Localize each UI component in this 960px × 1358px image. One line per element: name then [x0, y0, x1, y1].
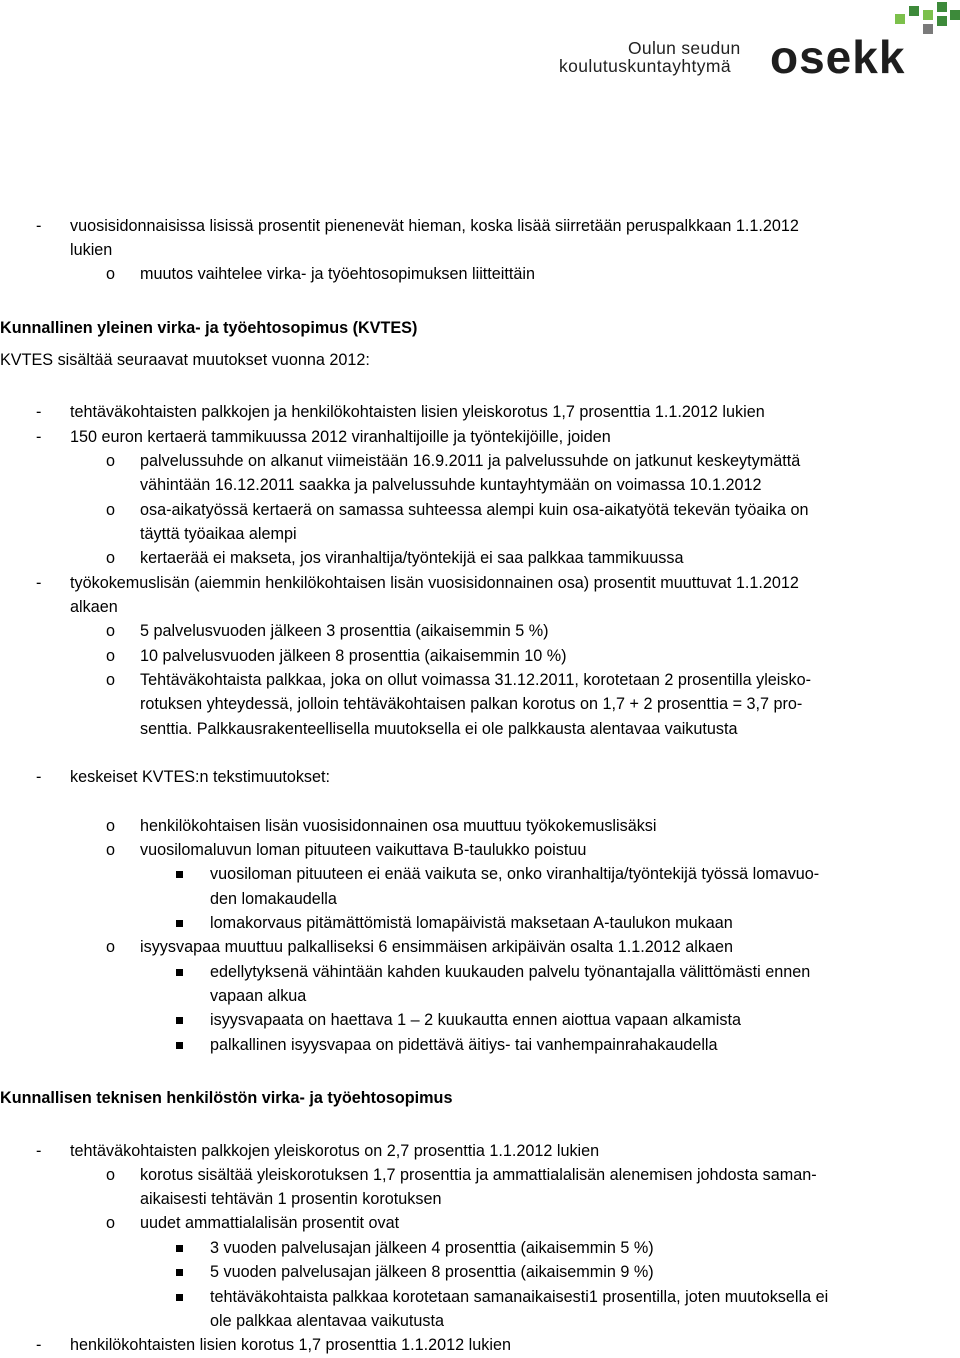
dash-marker: -	[36, 403, 42, 421]
section-heading: Kunnallisen teknisen henkilöstön virka- ja työehtosopimus	[0, 1089, 453, 1107]
text-line: isyysvapaata on haettava 1 – 2 kuukautta ennen aiottua vapaan alkamista	[210, 1011, 741, 1029]
text-line: palvelussuhde on alkanut viimeistään 16.9.2011 ja palvelussuhde on jatkunut keskeytymättä	[140, 452, 801, 470]
text-line: henkilökohtaisten lisien korotus 1,7 prosenttia 1.1.2012 lukien	[70, 1336, 511, 1354]
text-line: vuosilomaluvun loman pituuteen vaikuttava B-taulukko poistuu	[140, 841, 587, 859]
text-line: senttia. Palkkausrakenteellisella muutoksella ei ole palkkausta alentavaa vaikutusta	[140, 720, 738, 738]
logo-square	[923, 10, 933, 20]
text-line: rotuksen yhteydessä, jolloin tehtäväkohtaisen palkan korotus on 1,7 + 2 prosenttia = 3,7 pro-	[140, 695, 803, 713]
text-line: 5 palvelusvuoden jälkeen 3 prosenttia (aikaisemmin 5 %)	[140, 622, 549, 640]
square-bullet	[176, 1042, 183, 1049]
text-line: 5 vuoden palvelusajan jälkeen 8 prosenttia (aikaisemmin 9 %)	[210, 1263, 654, 1281]
text-line: tehtäväkohtaisten palkkojen ja henkilökohtaisten lisien yleiskorotus 1,7 prosenttia 1.1.2012 lukien	[70, 403, 765, 421]
text-line: vapaan alkua	[210, 987, 307, 1005]
text-line: 150 euron kertaerä tammikuussa 2012 viranhaltijoille ja työntekijöille, joiden	[70, 428, 611, 446]
text-line: lukien	[70, 241, 113, 259]
dash-marker: -	[36, 1142, 42, 1160]
circle-marker: o	[106, 1166, 116, 1184]
circle-marker: o	[106, 452, 116, 470]
circle-marker: o	[106, 622, 116, 640]
dash-marker: -	[36, 768, 42, 786]
text-line: lomakorvaus pitämättömistä lomapäivistä maksetaan A-taulukon mukaan	[210, 914, 733, 932]
text-line: täyttä työaikaa alempi	[140, 525, 297, 543]
logo-square	[895, 14, 905, 24]
logo-org-line1: Oulun seudun	[628, 38, 741, 58]
circle-marker: o	[106, 671, 116, 689]
text-line: kertaerää ei makseta, jos viranhaltija/työntekijä ei saa palkkaa tammikuussa	[140, 549, 684, 567]
text-line: tehtäväkohtaista palkkaa korotetaan samanaikaisesti1 prosentilla, joten muutoksella ei	[210, 1288, 829, 1306]
circle-marker: o	[106, 841, 116, 859]
text-line: vähintään 16.12.2011 saakka ja palvelussuhde kuntayhtymään on voimassa 10.1.2012	[140, 476, 762, 494]
logo-square	[950, 10, 960, 20]
osekk-logo	[556, 0, 960, 86]
square-bullet	[176, 1017, 183, 1024]
text-line: 10 palvelusvuoden jälkeen 8 prosenttia (aikaisemmin 10 %)	[140, 647, 567, 665]
text-line: ole palkkaa alentavaa vaikutusta	[210, 1312, 444, 1330]
circle-marker: o	[106, 501, 116, 519]
text-line: vuosiloman pituuteen ei enää vaikuta se, onko viranhaltija/työntekijä työssä lomavuo-	[210, 865, 820, 883]
logo-square	[937, 2, 947, 12]
circle-marker: o	[106, 265, 116, 283]
text-line: muutos vaihtelee virka- ja työehtosopimuksen liitteittäin	[140, 265, 535, 283]
text-line: korotus sisältää yleiskorotuksen 1,7 prosenttia ja ammattialalisän alenemisen johdosta saman-	[140, 1166, 817, 1184]
text-line: vuosisidonnaisissa lisissä prosentit pienenevät hieman, koska lisää siirretään peruspalkkaan 1.1.2012	[70, 217, 799, 235]
dash-marker: -	[36, 574, 42, 592]
dash-marker: -	[36, 428, 42, 446]
text-line: edellytyksenä vähintään kahden kuukauden palvelu työnantajalla välittömästi ennen	[210, 963, 811, 981]
square-bullet	[176, 1294, 183, 1301]
text-line: den lomakaudella	[210, 890, 337, 908]
logo-square	[923, 24, 933, 34]
text-line: henkilökohtaisen lisän vuosisidonnainen osa muuttuu työkokemuslisäksi	[140, 817, 657, 835]
text-line: työkokemuslisän (aiemmin henkilökohtaisen lisän vuosisidonnainen osa) prosentit muuttuvat 1.1.2012	[70, 574, 799, 592]
text-line: keskeiset KVTES:n tekstimuutokset:	[70, 768, 331, 786]
square-bullet	[176, 920, 183, 927]
circle-marker: o	[106, 817, 116, 835]
logo-square	[937, 16, 947, 26]
text-line: uudet ammattialalisän prosentit ovat	[140, 1214, 400, 1232]
dash-marker: -	[36, 217, 42, 235]
square-bullet	[176, 1245, 183, 1252]
logo-org-line2: koulutuskuntayhtymä	[559, 56, 731, 76]
square-bullet	[176, 871, 183, 878]
circle-marker: o	[106, 1214, 116, 1232]
text-line: 3 vuoden palvelusajan jälkeen 4 prosenttia (aikaisemmin 5 %)	[210, 1239, 654, 1257]
text-line: alkaen	[70, 598, 118, 616]
text-line: osa-aikatyössä kertaerä on samassa suhteessa alempi kuin osa-aikatyötä tekevän työaika on	[140, 501, 809, 519]
square-bullet	[176, 969, 183, 976]
text-line: tehtäväkohtaisten palkkojen yleiskorotus on 2,7 prosenttia 1.1.2012 lukien	[70, 1142, 600, 1160]
text-line: palkallinen isyysvapaa on pidettävä äitiys- tai vanhempainrahakaudella	[210, 1036, 718, 1054]
circle-marker: o	[106, 938, 116, 956]
text-line: Tehtäväkohtaista palkkaa, joka on ollut voimassa 31.12.2011, korotetaan 2 prosentilla yleisko-	[140, 671, 811, 689]
square-bullet	[176, 1269, 183, 1276]
logo-wordmark: osekk	[770, 31, 906, 83]
circle-marker: o	[106, 647, 116, 665]
section-heading: Kunnallinen yleinen virka- ja työehtosopimus (KVTES)	[0, 319, 418, 337]
text-line: aikaisesti tehtävän 1 prosentin korotuksen	[140, 1190, 442, 1208]
dash-marker: -	[36, 1336, 42, 1354]
text-line: KVTES sisältää seuraavat muutokset vuonna 2012:	[0, 351, 370, 369]
text-line: isyysvapaa muuttuu palkalliseksi 6 ensimmäisen arkipäivän osalta 1.1.2012 alkaen	[140, 938, 733, 956]
circle-marker: o	[106, 549, 116, 567]
logo-square	[909, 6, 919, 16]
